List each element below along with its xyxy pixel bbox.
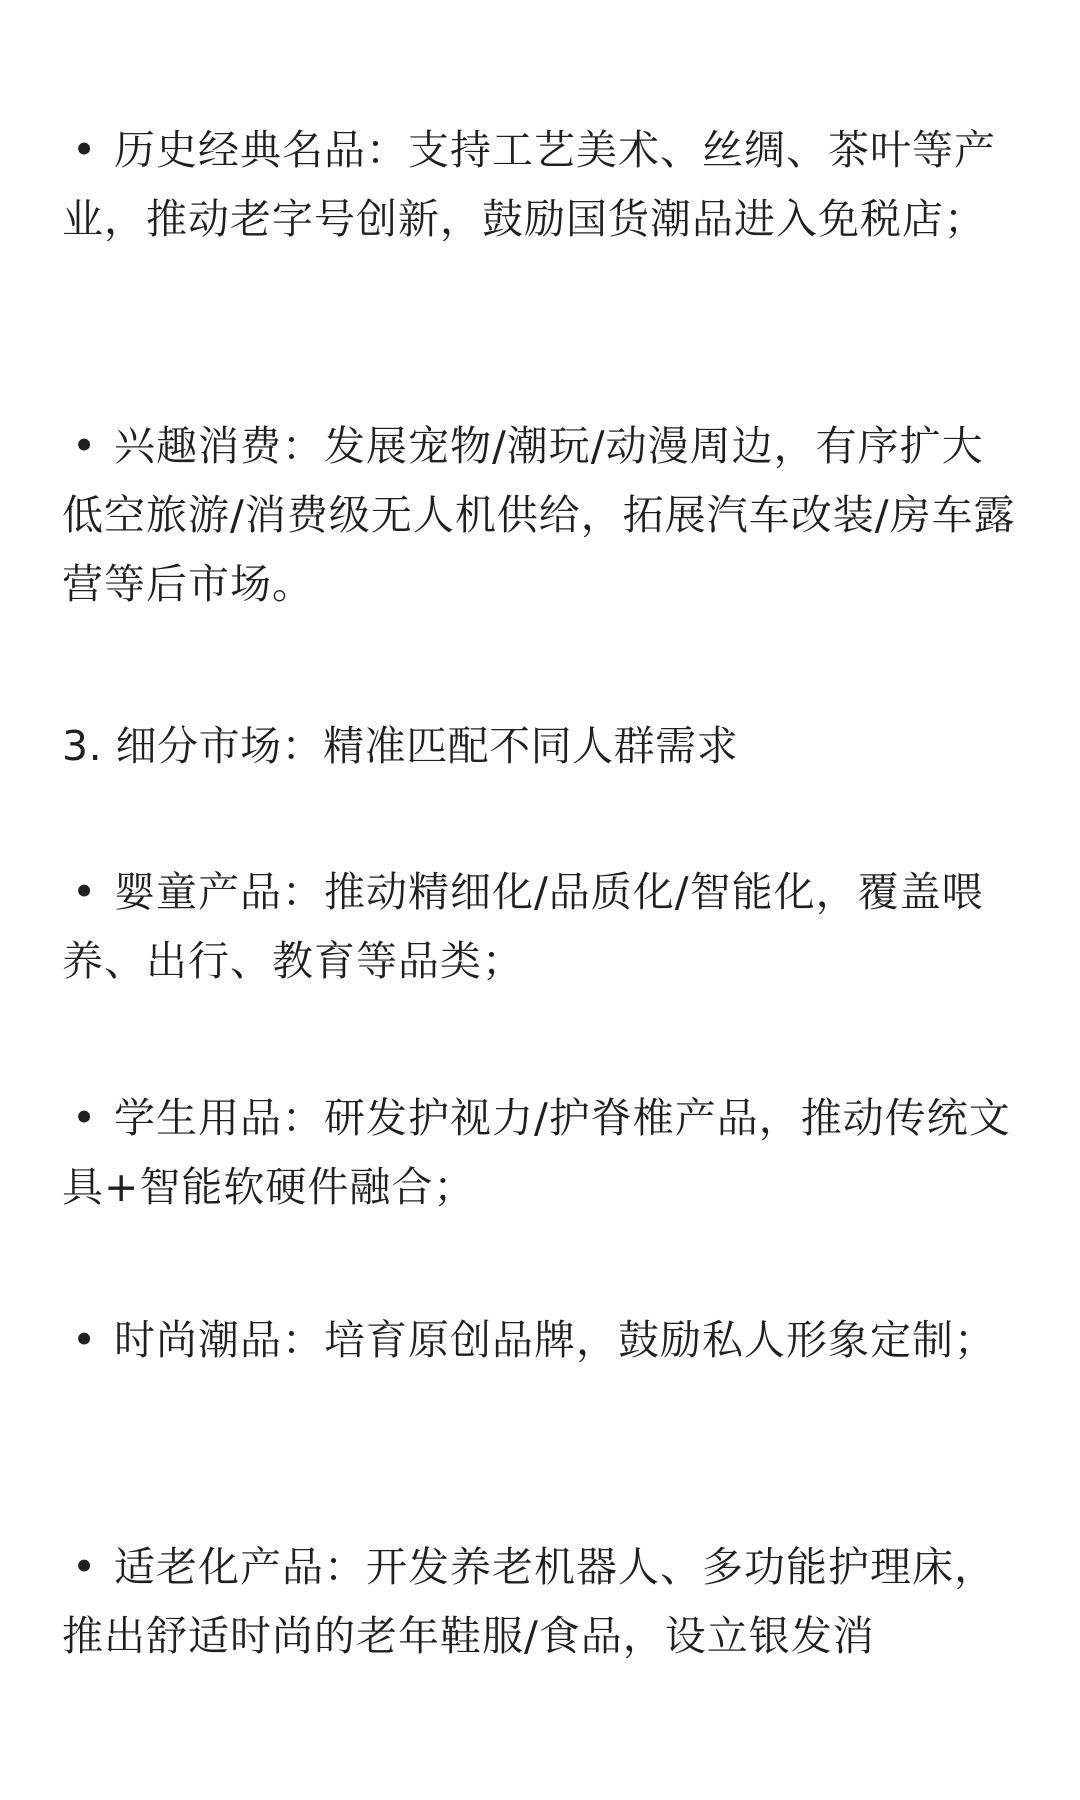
bullet-icon: • [72, 868, 98, 916]
bullet-item-text: 兴趣消费：发展宠物/潮玩/动漫周边，有序扩大低空旅游/消费级无人机供给，拓展汽车改装/房车露营等后市场。 [62, 422, 1016, 608]
bullet-item-text: 历史经典名品：支持工艺美术、丝绸、茶叶等产业，推动老字号创新，鼓励国货潮品进入免税店； [62, 126, 996, 243]
bullet-item-elderly-products [62, 1533, 1020, 1671]
bullet-icon: • [72, 422, 98, 470]
bullet-icon: • [72, 1543, 98, 1591]
bullet-item-interest-consumption [62, 412, 1020, 619]
bullet-item-text: 适老化产品：开发养老机器人、多功能护理床，推出舒适时尚的老年鞋服/食品，设立银发消 [62, 1543, 996, 1660]
bullet-item-historic-classics [62, 116, 1020, 254]
section-heading [62, 712, 1020, 781]
bullet-item-fashion-products [62, 1306, 1020, 1375]
bullet-icon: • [72, 1094, 98, 1142]
bullet-item-text: 婴童产品：推动精细化/品质化/智能化，覆盖喂养、出行、教育等品类； [62, 868, 984, 985]
bullet-icon: • [72, 1316, 98, 1364]
bullet-item-infant-products [62, 858, 1020, 996]
bullet-icon: • [72, 126, 98, 174]
section-heading-text: 3. 细分市场：精准匹配不同人群需求 [62, 722, 739, 770]
bullet-item-text: 学生用品：研发护视力/护脊椎产品，推动传统文具+智能软硬件融合； [62, 1094, 1011, 1211]
bullet-item-text: 时尚潮品：培育原创品牌，鼓励私人形象定制； [114, 1316, 996, 1364]
bullet-item-student-supplies [62, 1084, 1020, 1222]
